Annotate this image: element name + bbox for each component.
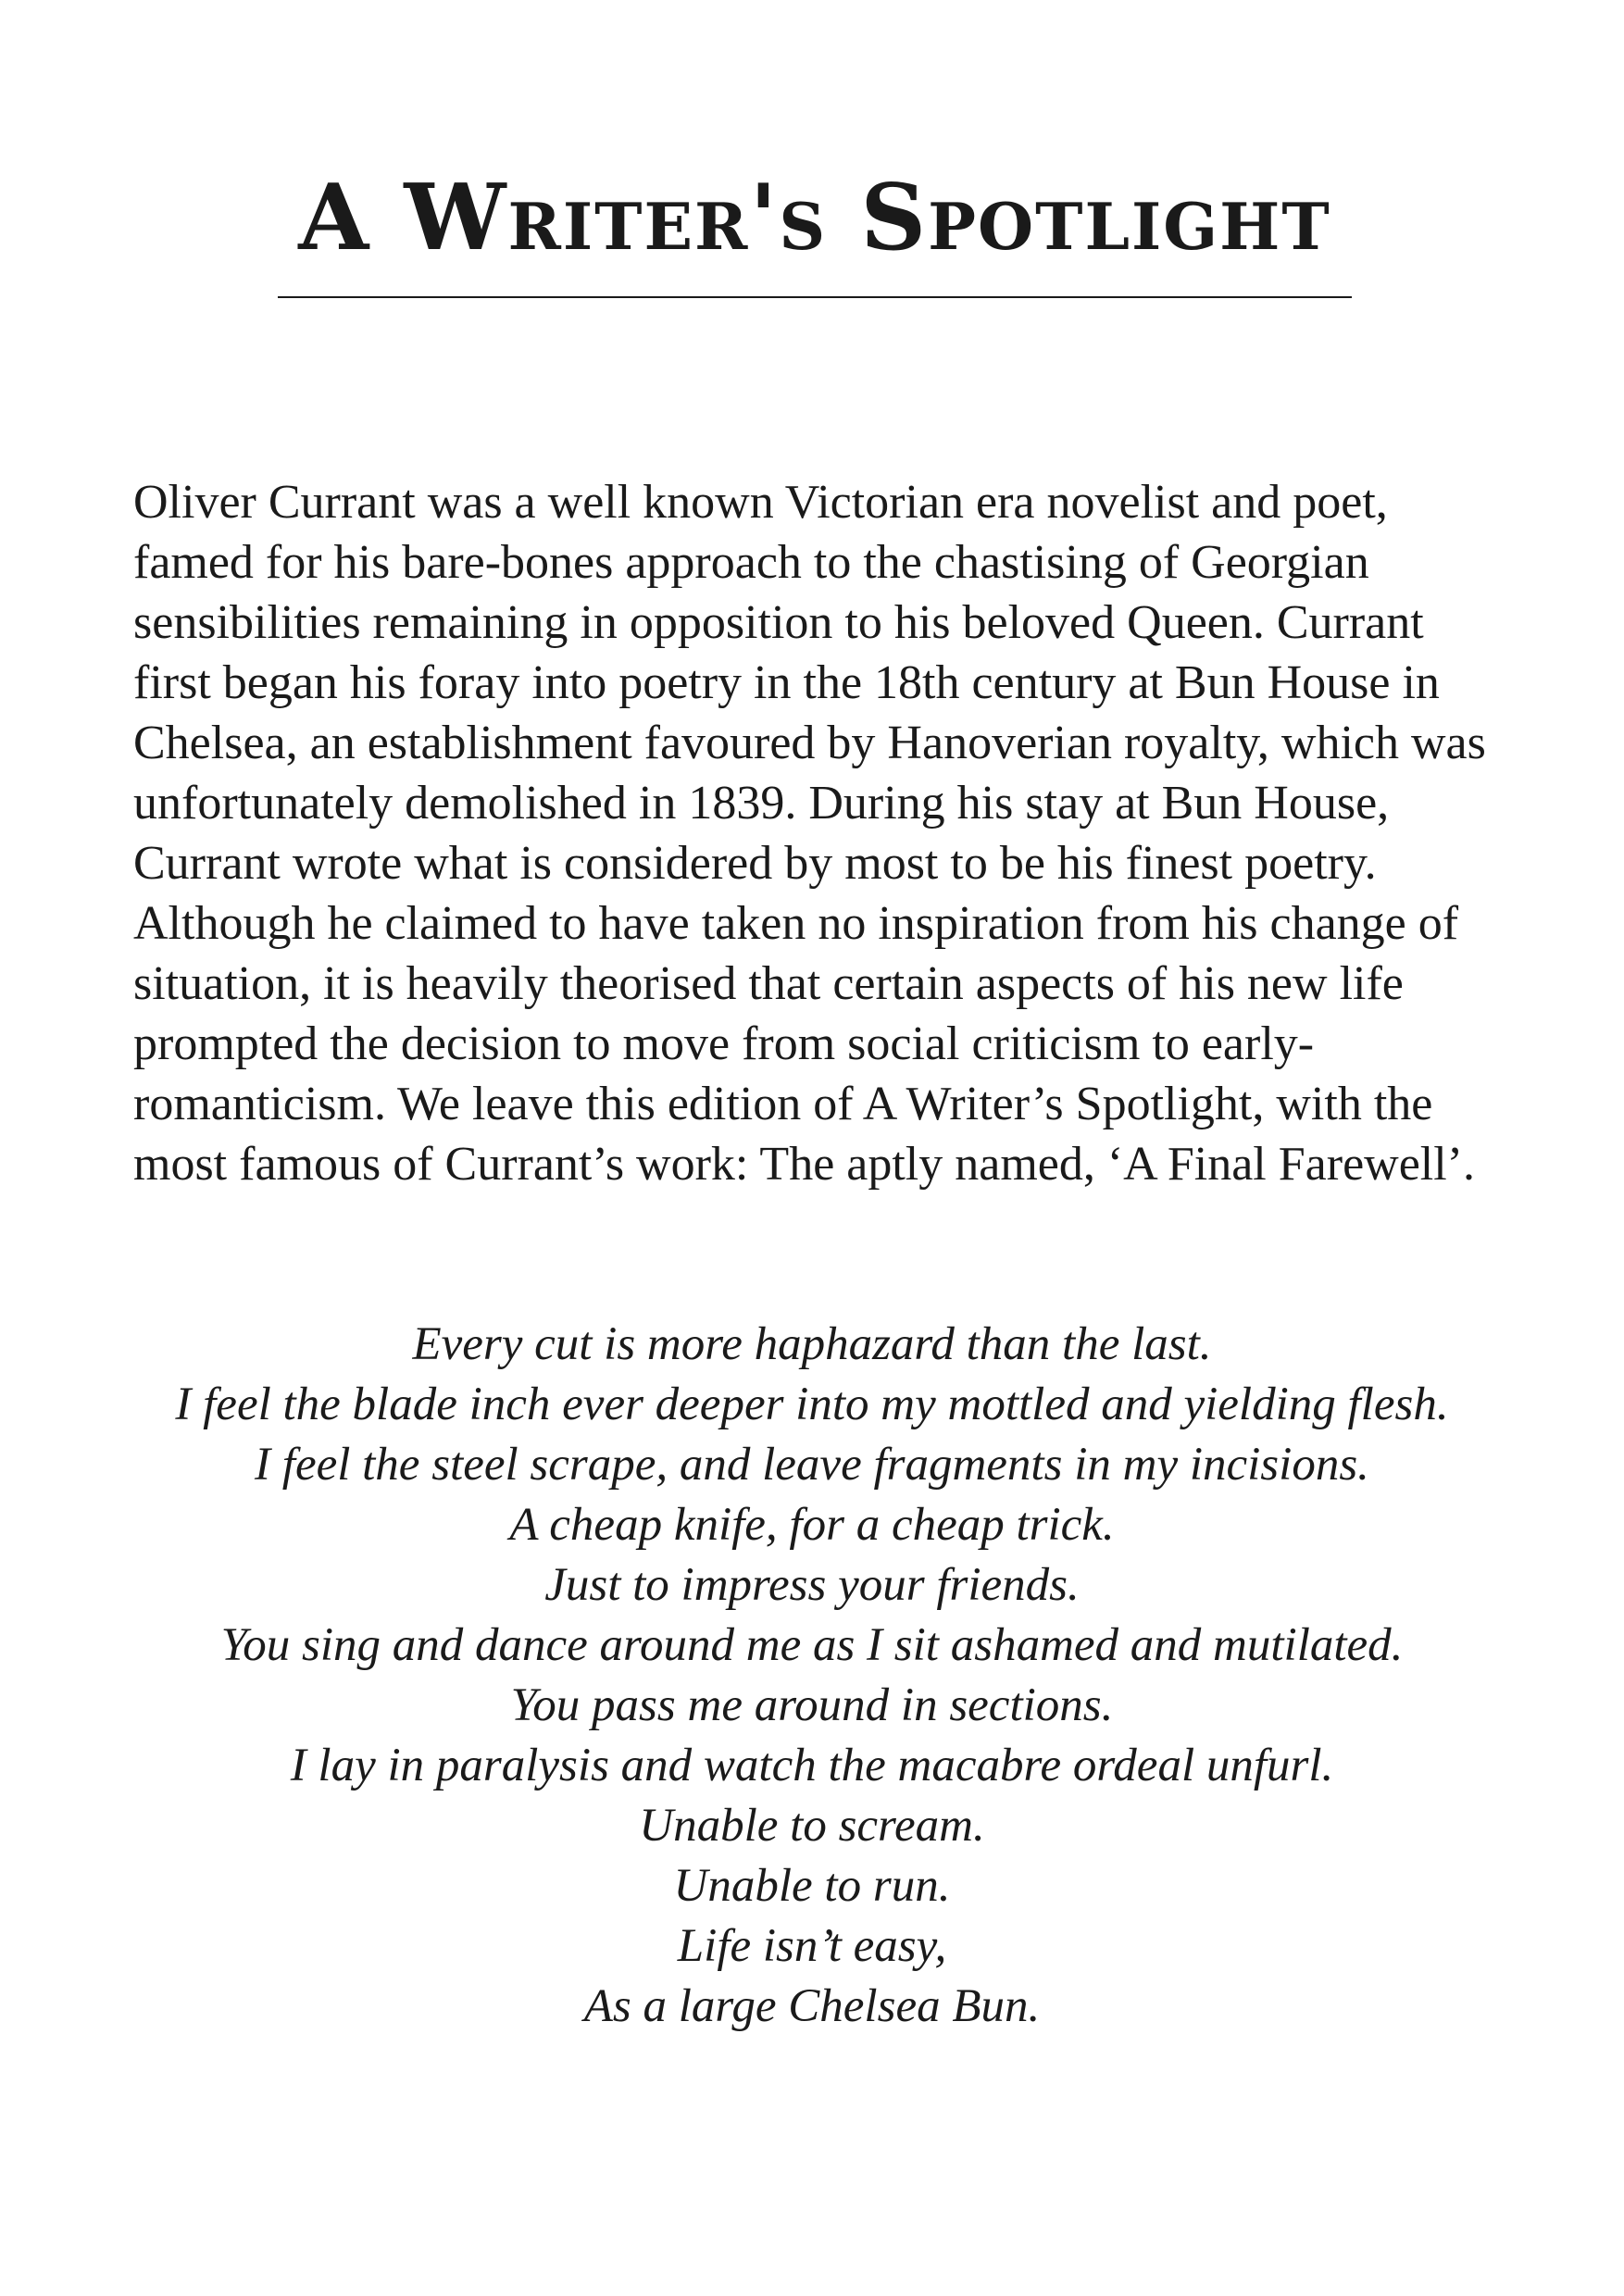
poem-line: You sing and dance around me as I sit ashamed and mutilated. xyxy=(220,1619,1404,1671)
poem-line: I lay in paralysis and watch the macabre ordeal unfurl. xyxy=(290,1740,1334,1791)
page-title: A Writer's Spotlight xyxy=(298,165,1331,271)
poem-line: Unable to run. xyxy=(673,1860,951,1912)
title-block xyxy=(278,167,1352,271)
poem-line: Every cut is more haphazard than the last. xyxy=(412,1318,1212,1370)
poem-line: Life isn’t easy, xyxy=(677,1920,947,1972)
poem-line: I feel the steel scrape, and leave fragments in my incisions. xyxy=(255,1439,1369,1491)
poem-line: You pass me around in sections. xyxy=(510,1679,1114,1731)
poem-line: I feel the blade inch ever deeper into my mottled and yielding flesh. xyxy=(175,1379,1449,1430)
poem-line: A cheap knife, for a cheap trick. xyxy=(509,1499,1115,1551)
title-underline xyxy=(278,296,1352,298)
intro-paragraph: Oliver Currant was a well known Victorian era novelist and poet, famed for his bare-bones approach to the chastising of Georgian sensibilities remaining in opposition to his beloved Queen. Currant first began his foray into poetry in the 18th century at Bun House in Chelsea, an establishment favoured by Hanoverian royalty, which was unfortunately demolished in 1839. During his stay at Bun House, Currant wrote what is considered by most to be his finest poetry. Although he claimed to have taken no inspiration from his change of situation, it is heavily theorised that certain aspects of his new life prompted the decision to move from social criticism to early-romanticism. We leave this edition of A Writer’s Spotlight, with the most famous of Currant’s work: The aptly named, ‘A Final Farewell’. xyxy=(133,476,1486,1191)
poem-line: Unable to scream. xyxy=(639,1800,985,1852)
poem xyxy=(93,1315,1531,2037)
poem-line: Just to impress your friends. xyxy=(544,1559,1080,1611)
poem-line: As a large Chelsea Bun. xyxy=(583,1980,1041,2032)
